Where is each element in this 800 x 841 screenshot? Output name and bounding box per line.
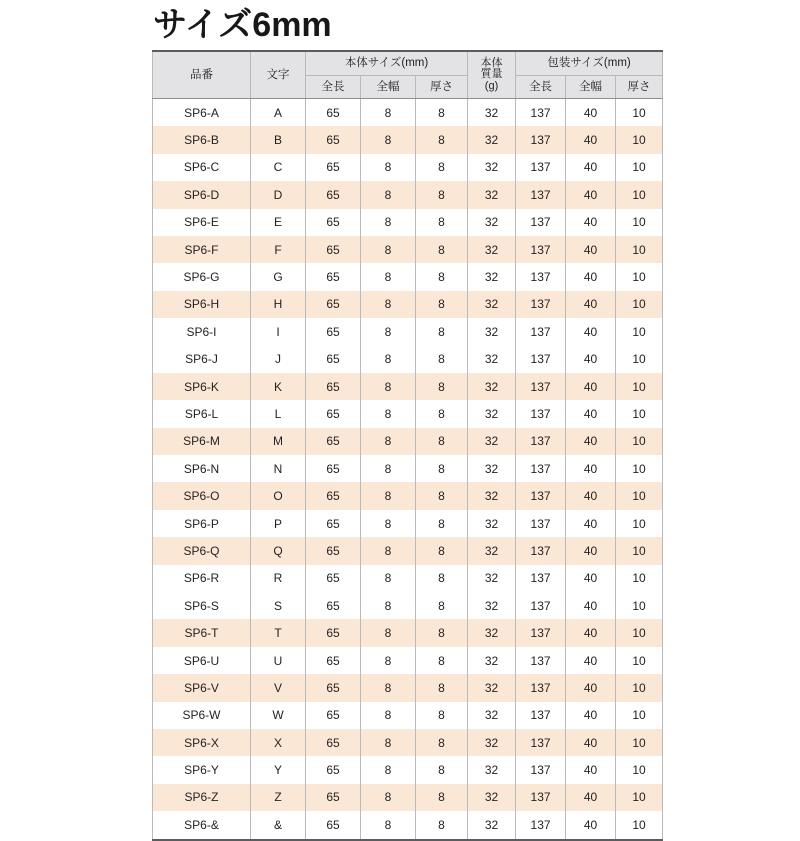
table-row [153, 400, 663, 427]
cell-body-width: 8 [361, 126, 416, 153]
cell-body-mass: 32 [468, 373, 516, 400]
table-row [153, 428, 663, 455]
cell-body-width: 8 [361, 291, 416, 318]
cell-character: D [251, 181, 306, 208]
cell-body-mass: 32 [468, 647, 516, 674]
cell-character: T [251, 619, 306, 646]
cell-body-width: 8 [361, 346, 416, 373]
cell-character: W [251, 702, 306, 729]
cell-package-length: 137 [516, 784, 566, 811]
cell-package-length: 137 [516, 99, 566, 127]
cell-body-width: 8 [361, 209, 416, 236]
cell-package-length: 137 [516, 373, 566, 400]
cell-character: G [251, 263, 306, 290]
cell-product-code: SP6-T [153, 619, 251, 646]
cell-body-length: 65 [306, 756, 361, 783]
cell-body-mass: 32 [468, 510, 516, 537]
cell-package-length: 137 [516, 209, 566, 236]
cell-package-thickness: 10 [616, 236, 663, 263]
table-row [153, 647, 663, 674]
cell-package-length: 137 [516, 537, 566, 564]
cell-body-length: 65 [306, 263, 361, 290]
cell-product-code: SP6-C [153, 154, 251, 181]
cell-package-thickness: 10 [616, 318, 663, 345]
cell-package-thickness: 10 [616, 263, 663, 290]
cell-package-length: 137 [516, 565, 566, 592]
cell-package-thickness: 10 [616, 126, 663, 153]
cell-body-width: 8 [361, 99, 416, 127]
table-row [153, 373, 663, 400]
cell-package-width: 40 [566, 181, 616, 208]
cell-package-thickness: 10 [616, 154, 663, 181]
cell-body-mass: 32 [468, 784, 516, 811]
cell-character: Z [251, 784, 306, 811]
cell-body-thickness: 8 [416, 811, 468, 839]
cell-package-length: 137 [516, 236, 566, 263]
cell-body-width: 8 [361, 373, 416, 400]
cell-package-width: 40 [566, 647, 616, 674]
cell-body-mass: 32 [468, 537, 516, 564]
cell-character: A [251, 99, 306, 127]
cell-package-length: 137 [516, 263, 566, 290]
table-row [153, 756, 663, 783]
cell-character: C [251, 154, 306, 181]
table-row [153, 702, 663, 729]
cell-package-thickness: 10 [616, 537, 663, 564]
cell-product-code: SP6-J [153, 346, 251, 373]
cell-package-length: 137 [516, 647, 566, 674]
cell-body-width: 8 [361, 236, 416, 263]
cell-package-width: 40 [566, 373, 616, 400]
cell-package-length: 137 [516, 482, 566, 509]
cell-package-width: 40 [566, 702, 616, 729]
cell-body-length: 65 [306, 154, 361, 181]
cell-body-length: 65 [306, 674, 361, 701]
cell-body-width: 8 [361, 565, 416, 592]
cell-package-thickness: 10 [616, 674, 663, 701]
cell-body-length: 65 [306, 592, 361, 619]
cell-product-code: SP6-X [153, 729, 251, 756]
cell-character: V [251, 674, 306, 701]
cell-body-mass: 32 [468, 346, 516, 373]
column-header-product-code: 品番 [153, 51, 251, 99]
cell-package-length: 137 [516, 619, 566, 646]
cell-product-code: SP6-F [153, 236, 251, 263]
cell-package-thickness: 10 [616, 291, 663, 318]
cell-package-thickness: 10 [616, 619, 663, 646]
cell-body-length: 65 [306, 346, 361, 373]
cell-package-thickness: 10 [616, 428, 663, 455]
cell-package-width: 40 [566, 784, 616, 811]
cell-body-length: 65 [306, 537, 361, 564]
cell-body-length: 65 [306, 455, 361, 482]
cell-body-thickness: 8 [416, 346, 468, 373]
cell-character: P [251, 510, 306, 537]
body-mass-line-1: 本体 [480, 56, 503, 69]
cell-body-width: 8 [361, 811, 416, 839]
cell-body-thickness: 8 [416, 236, 468, 263]
table-row [153, 154, 663, 181]
cell-body-length: 65 [306, 510, 361, 537]
specification-table [152, 50, 663, 841]
cell-product-code: SP6-D [153, 181, 251, 208]
cell-package-width: 40 [566, 537, 616, 564]
cell-package-thickness: 10 [616, 592, 663, 619]
cell-package-width: 40 [566, 291, 616, 318]
cell-product-code: SP6-W [153, 702, 251, 729]
cell-package-thickness: 10 [616, 811, 663, 839]
cell-package-thickness: 10 [616, 510, 663, 537]
cell-body-mass: 32 [468, 99, 516, 127]
cell-product-code: SP6-K [153, 373, 251, 400]
cell-package-length: 137 [516, 400, 566, 427]
cell-body-width: 8 [361, 592, 416, 619]
table-row [153, 455, 663, 482]
cell-body-mass: 32 [468, 729, 516, 756]
table-row [153, 510, 663, 537]
cell-body-mass: 32 [468, 154, 516, 181]
cell-product-code: SP6-O [153, 482, 251, 509]
cell-body-width: 8 [361, 181, 416, 208]
cell-package-width: 40 [566, 674, 616, 701]
cell-body-thickness: 8 [416, 181, 468, 208]
cell-body-length: 65 [306, 209, 361, 236]
cell-body-mass: 32 [468, 428, 516, 455]
cell-package-length: 137 [516, 126, 566, 153]
cell-product-code: SP6-U [153, 647, 251, 674]
cell-package-thickness: 10 [616, 565, 663, 592]
cell-package-width: 40 [566, 811, 616, 839]
cell-package-width: 40 [566, 318, 616, 345]
table-row [153, 537, 663, 564]
cell-body-width: 8 [361, 510, 416, 537]
cell-character: J [251, 346, 306, 373]
cell-product-code: SP6-P [153, 510, 251, 537]
cell-body-thickness: 8 [416, 154, 468, 181]
column-header-body-width: 全幅 [361, 76, 416, 99]
table-row [153, 181, 663, 208]
cell-body-thickness: 8 [416, 729, 468, 756]
cell-body-thickness: 8 [416, 318, 468, 345]
cell-package-length: 137 [516, 702, 566, 729]
table-row [153, 482, 663, 509]
cell-body-thickness: 8 [416, 619, 468, 646]
cell-package-thickness: 10 [616, 729, 663, 756]
cell-character: Q [251, 537, 306, 564]
table-body [153, 99, 663, 840]
cell-body-mass: 32 [468, 482, 516, 509]
cell-body-width: 8 [361, 674, 416, 701]
cell-character: F [251, 236, 306, 263]
cell-package-thickness: 10 [616, 647, 663, 674]
cell-product-code: SP6-& [153, 811, 251, 839]
cell-product-code: SP6-B [153, 126, 251, 153]
cell-package-length: 137 [516, 291, 566, 318]
table-row [153, 729, 663, 756]
cell-body-thickness: 8 [416, 455, 468, 482]
cell-body-mass: 32 [468, 263, 516, 290]
cell-character: O [251, 482, 306, 509]
column-header-group-body-size: 本体サイズ(mm) [306, 51, 468, 76]
cell-body-mass: 32 [468, 811, 516, 839]
cell-body-length: 65 [306, 99, 361, 127]
cell-body-thickness: 8 [416, 784, 468, 811]
cell-product-code: SP6-G [153, 263, 251, 290]
table-row [153, 263, 663, 290]
cell-body-mass: 32 [468, 455, 516, 482]
cell-body-thickness: 8 [416, 291, 468, 318]
table-row [153, 784, 663, 811]
cell-body-length: 65 [306, 811, 361, 839]
cell-character: S [251, 592, 306, 619]
cell-body-width: 8 [361, 537, 416, 564]
cell-package-thickness: 10 [616, 784, 663, 811]
cell-character: L [251, 400, 306, 427]
cell-package-length: 137 [516, 674, 566, 701]
cell-body-thickness: 8 [416, 674, 468, 701]
body-mass-line-2: 質量 [480, 68, 503, 81]
cell-body-thickness: 8 [416, 537, 468, 564]
cell-product-code: SP6-H [153, 291, 251, 318]
cell-product-code: SP6-V [153, 674, 251, 701]
cell-body-mass: 32 [468, 209, 516, 236]
table-row [153, 126, 663, 153]
cell-package-width: 40 [566, 510, 616, 537]
cell-character: I [251, 318, 306, 345]
cell-body-mass: 32 [468, 619, 516, 646]
cell-body-length: 65 [306, 291, 361, 318]
cell-package-thickness: 10 [616, 756, 663, 783]
cell-character: B [251, 126, 306, 153]
cell-body-width: 8 [361, 756, 416, 783]
cell-package-thickness: 10 [616, 99, 663, 127]
cell-package-width: 40 [566, 209, 616, 236]
cell-product-code: SP6-Q [153, 537, 251, 564]
table-row [153, 99, 663, 127]
cell-body-length: 65 [306, 784, 361, 811]
cell-package-width: 40 [566, 236, 616, 263]
page-title: サイズ6mm [153, 6, 332, 44]
cell-package-width: 40 [566, 99, 616, 127]
table-row [153, 592, 663, 619]
column-header-package-length: 全長 [516, 76, 566, 99]
column-header-package-thickness: 厚さ [616, 76, 663, 99]
cell-body-length: 65 [306, 619, 361, 646]
cell-product-code: SP6-A [153, 99, 251, 127]
cell-body-length: 65 [306, 181, 361, 208]
cell-body-length: 65 [306, 428, 361, 455]
cell-body-width: 8 [361, 428, 416, 455]
cell-body-width: 8 [361, 647, 416, 674]
cell-package-width: 40 [566, 455, 616, 482]
cell-body-width: 8 [361, 702, 416, 729]
column-header-body-thickness: 厚さ [416, 76, 468, 99]
cell-body-mass: 32 [468, 400, 516, 427]
cell-body-thickness: 8 [416, 428, 468, 455]
cell-package-length: 137 [516, 346, 566, 373]
cell-package-length: 137 [516, 811, 566, 839]
table-row [153, 565, 663, 592]
cell-body-length: 65 [306, 702, 361, 729]
cell-package-length: 137 [516, 181, 566, 208]
cell-body-mass: 32 [468, 318, 516, 345]
cell-package-length: 137 [516, 729, 566, 756]
cell-body-length: 65 [306, 482, 361, 509]
cell-product-code: SP6-M [153, 428, 251, 455]
cell-body-width: 8 [361, 400, 416, 427]
cell-body-thickness: 8 [416, 482, 468, 509]
cell-body-mass: 32 [468, 674, 516, 701]
cell-package-width: 40 [566, 592, 616, 619]
cell-package-length: 137 [516, 318, 566, 345]
cell-package-width: 40 [566, 126, 616, 153]
cell-body-thickness: 8 [416, 592, 468, 619]
cell-package-thickness: 10 [616, 702, 663, 729]
cell-package-width: 40 [566, 154, 616, 181]
cell-package-width: 40 [566, 756, 616, 783]
table-row [153, 811, 663, 839]
cell-package-thickness: 10 [616, 181, 663, 208]
cell-body-width: 8 [361, 729, 416, 756]
cell-character: N [251, 455, 306, 482]
cell-body-mass: 32 [468, 291, 516, 318]
table-row [153, 346, 663, 373]
cell-body-thickness: 8 [416, 647, 468, 674]
column-header-body-length: 全長 [306, 76, 361, 99]
cell-package-thickness: 10 [616, 482, 663, 509]
cell-body-thickness: 8 [416, 99, 468, 127]
cell-character: H [251, 291, 306, 318]
cell-product-code: SP6-I [153, 318, 251, 345]
cell-product-code: SP6-Y [153, 756, 251, 783]
table-row [153, 236, 663, 263]
cell-body-mass: 32 [468, 756, 516, 783]
cell-product-code: SP6-Z [153, 784, 251, 811]
cell-body-length: 65 [306, 400, 361, 427]
cell-package-width: 40 [566, 428, 616, 455]
cell-package-length: 137 [516, 428, 566, 455]
cell-package-width: 40 [566, 565, 616, 592]
cell-package-width: 40 [566, 346, 616, 373]
cell-body-length: 65 [306, 236, 361, 263]
table-row [153, 209, 663, 236]
cell-body-length: 65 [306, 318, 361, 345]
cell-character: K [251, 373, 306, 400]
cell-product-code: SP6-N [153, 455, 251, 482]
cell-body-length: 65 [306, 373, 361, 400]
cell-body-width: 8 [361, 154, 416, 181]
cell-body-width: 8 [361, 482, 416, 509]
cell-character: X [251, 729, 306, 756]
cell-package-thickness: 10 [616, 209, 663, 236]
cell-package-width: 40 [566, 263, 616, 290]
cell-character: E [251, 209, 306, 236]
cell-product-code: SP6-R [153, 565, 251, 592]
cell-body-width: 8 [361, 263, 416, 290]
column-header-group-package-size: 包装サイズ(mm) [516, 51, 663, 76]
table-row [153, 318, 663, 345]
cell-product-code: SP6-L [153, 400, 251, 427]
cell-package-width: 40 [566, 619, 616, 646]
body-mass-line-3: (g) [484, 79, 499, 92]
cell-body-thickness: 8 [416, 400, 468, 427]
cell-body-width: 8 [361, 784, 416, 811]
cell-body-thickness: 8 [416, 373, 468, 400]
table-row [153, 619, 663, 646]
table-header [153, 51, 663, 99]
cell-body-length: 65 [306, 126, 361, 153]
cell-package-width: 40 [566, 729, 616, 756]
cell-body-thickness: 8 [416, 263, 468, 290]
column-header-body-mass [468, 51, 516, 99]
cell-body-thickness: 8 [416, 510, 468, 537]
cell-package-length: 137 [516, 455, 566, 482]
cell-package-length: 137 [516, 592, 566, 619]
cell-body-thickness: 8 [416, 756, 468, 783]
cell-package-thickness: 10 [616, 346, 663, 373]
cell-body-width: 8 [361, 455, 416, 482]
cell-body-mass: 32 [468, 126, 516, 153]
cell-body-width: 8 [361, 318, 416, 345]
cell-body-length: 65 [306, 647, 361, 674]
cell-body-thickness: 8 [416, 126, 468, 153]
cell-character: U [251, 647, 306, 674]
cell-body-length: 65 [306, 565, 361, 592]
table-row [153, 674, 663, 701]
cell-body-mass: 32 [468, 565, 516, 592]
cell-package-length: 137 [516, 510, 566, 537]
cell-body-mass: 32 [468, 592, 516, 619]
cell-character: Y [251, 756, 306, 783]
cell-body-width: 8 [361, 619, 416, 646]
cell-package-width: 40 [566, 400, 616, 427]
cell-product-code: SP6-E [153, 209, 251, 236]
column-header-package-width: 全幅 [566, 76, 616, 99]
cell-package-thickness: 10 [616, 373, 663, 400]
cell-character: M [251, 428, 306, 455]
cell-body-mass: 32 [468, 236, 516, 263]
cell-package-thickness: 10 [616, 455, 663, 482]
cell-package-length: 137 [516, 154, 566, 181]
cell-body-thickness: 8 [416, 565, 468, 592]
column-header-character: 文字 [251, 51, 306, 99]
cell-character: & [251, 811, 306, 839]
cell-package-length: 137 [516, 756, 566, 783]
cell-body-mass: 32 [468, 181, 516, 208]
table-row [153, 291, 663, 318]
cell-package-thickness: 10 [616, 400, 663, 427]
cell-body-thickness: 8 [416, 702, 468, 729]
cell-character: R [251, 565, 306, 592]
cell-body-mass: 32 [468, 702, 516, 729]
cell-body-length: 65 [306, 729, 361, 756]
cell-package-width: 40 [566, 482, 616, 509]
cell-body-thickness: 8 [416, 209, 468, 236]
table-header-row-top [153, 51, 663, 76]
cell-product-code: SP6-S [153, 592, 251, 619]
